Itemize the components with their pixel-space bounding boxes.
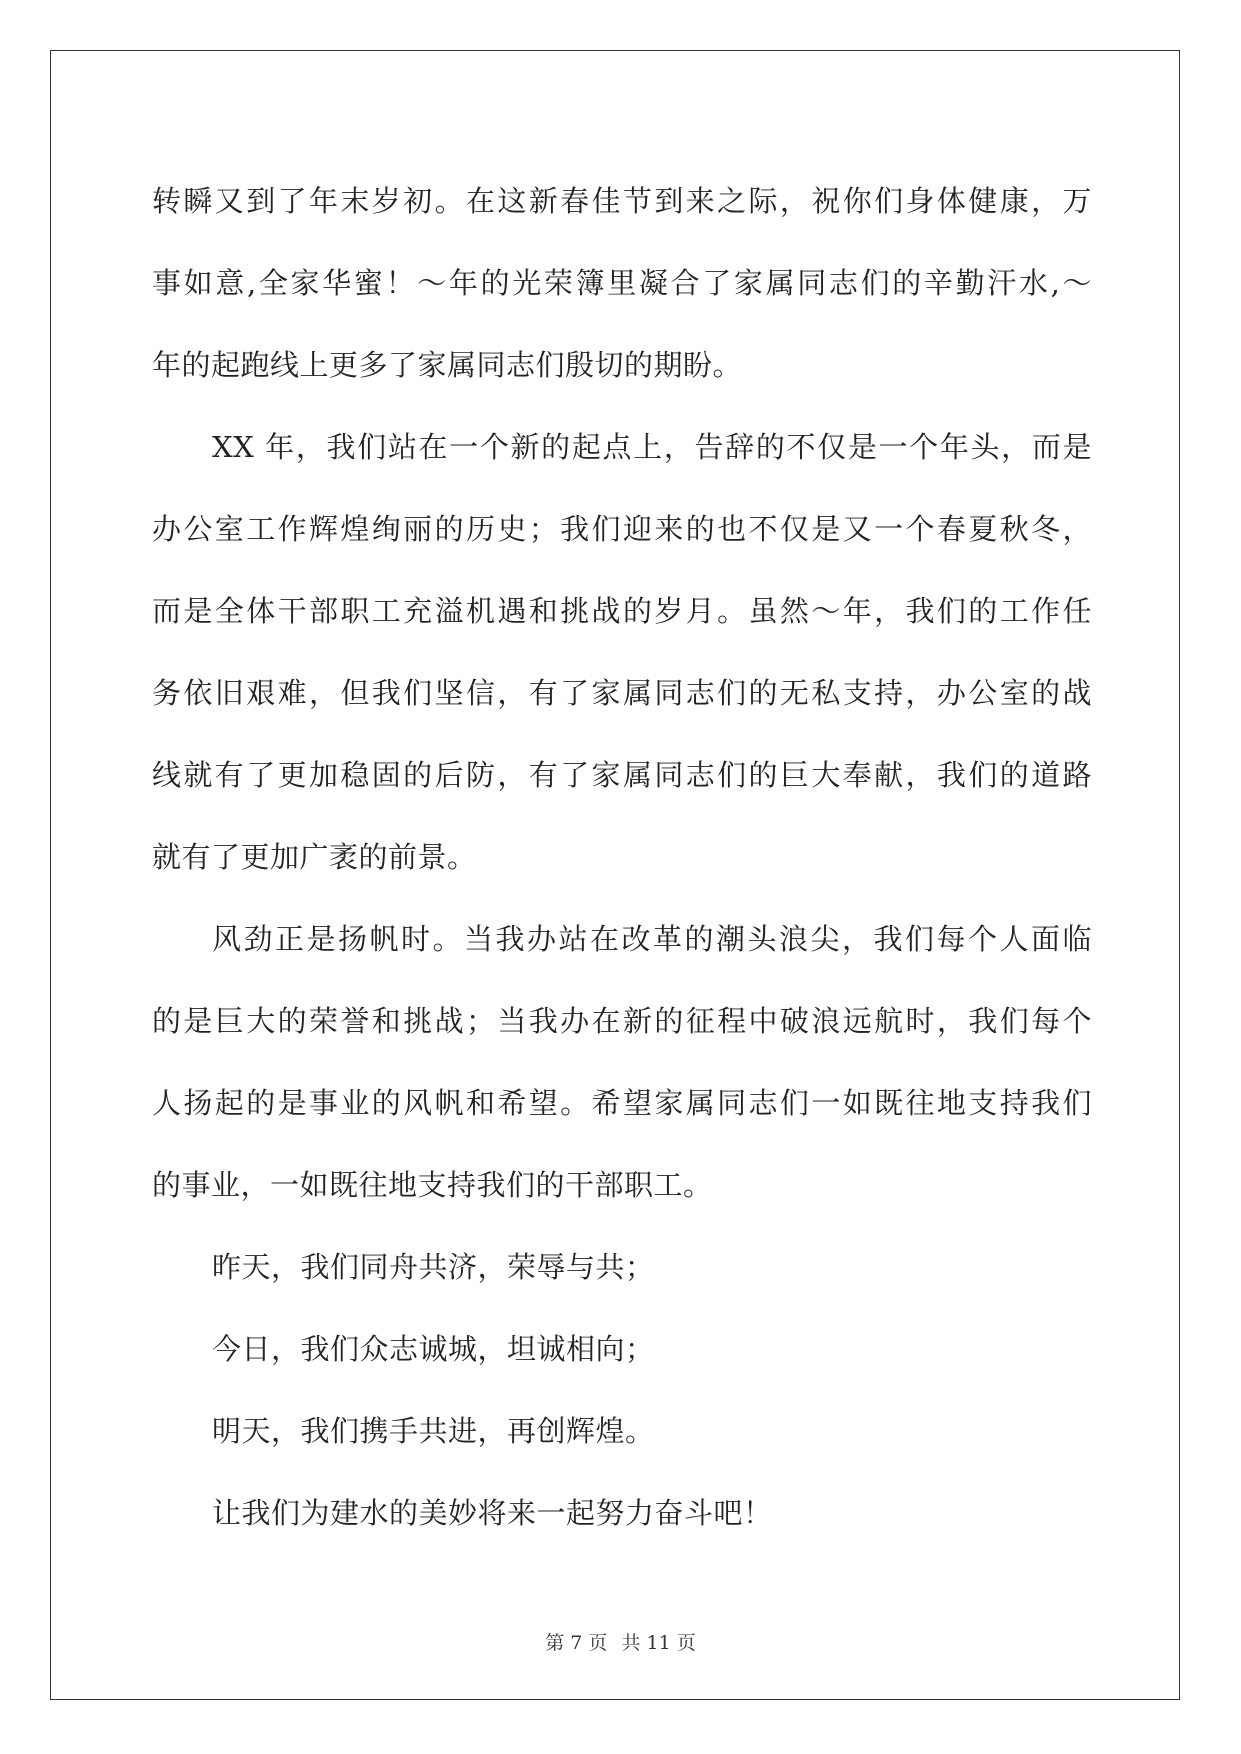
text-line: 办公室工作辉煌绚丽的历史；我们迎来的也不仅是又一个春夏秋冬， [152,512,1092,546]
text-line: 的事业，一如既往地支持我们的干部职工。 [152,1168,713,1202]
text-line: 风劲正是扬帆时。当我办站在改革的潮头浪尖，我们每个人面临 [212,922,1092,956]
text-line: 的是巨大的荣誉和挑战；当我办在新的征程中破浪远航时，我们每个 [152,1004,1092,1038]
page-total: 共 11 页 [621,1632,696,1654]
text-line: 让我们为建水的美妙将来一起努力奋斗吧！ [212,1496,773,1530]
text-line: 明天，我们携手共进，再创辉煌。 [212,1414,655,1448]
text-line: 而是全体干部职工充溢机遇和挑战的岁月。虽然～年，我们的工作任 [152,594,1092,628]
text-line: 务依旧艰难，但我们坚信，有了家属同志们的无私支持，办公室的战 [152,676,1092,710]
text-line: 今日，我们众志诚城，坦诚相向； [212,1332,655,1366]
text-line: 人扬起的是事业的风帆和希望。希望家属同志们一如既往地支持我们 [152,1086,1092,1120]
page-number: 第 7 页 [545,1632,608,1654]
text-line: 年的起跑线上更多了家属同志们殷切的期盼。 [152,348,743,382]
text-line: 就有了更加广袤的前景。 [152,840,477,874]
text-line: 事如意,全家华蜜！～年的光荣簿里凝合了家属同志们的辛勤汗水,～ [152,266,1092,300]
text-line: 昨天，我们同舟共济，荣辱与共； [212,1250,655,1284]
text-line: 线就有了更加稳固的后防，有了家属同志们的巨大奉献，我们的道路 [152,758,1092,792]
text-line: XX 年，我们站在一个新的起点上，告辞的不仅是一个年头，而是 [212,430,1092,464]
page-footer [0,1628,1241,1655]
document-body [152,160,1092,1554]
text-line: 转瞬又到了年末岁初。在这新春佳节到来之际，祝你们身体健康，万 [152,184,1092,218]
